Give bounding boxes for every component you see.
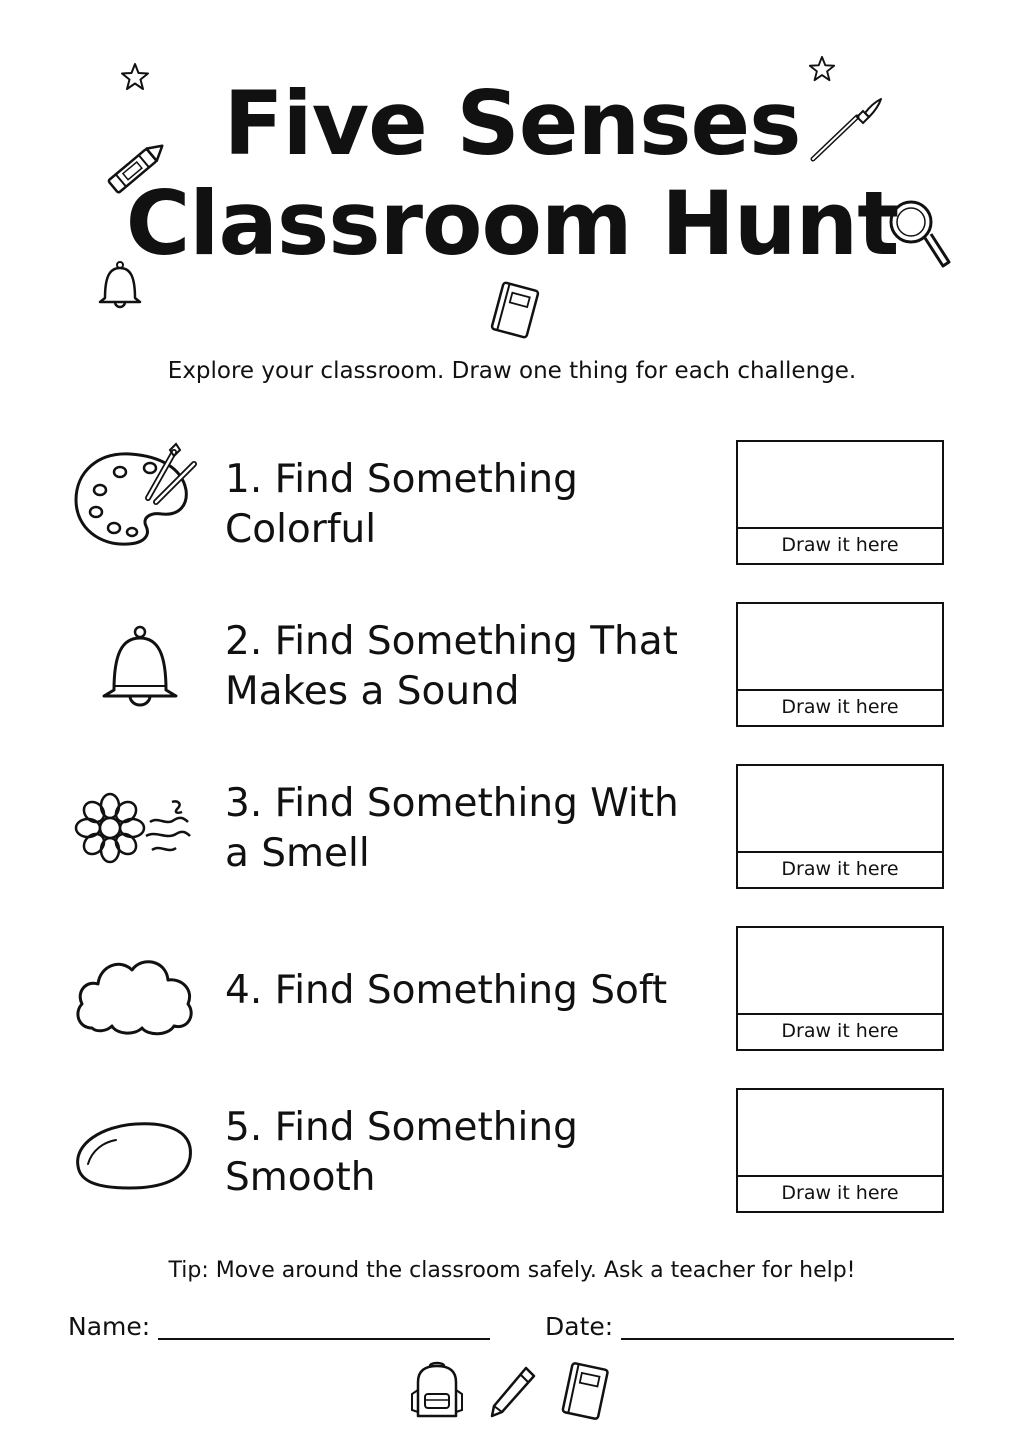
book-icon xyxy=(555,1360,615,1424)
stone-icon xyxy=(72,1118,197,1193)
date-field[interactable] xyxy=(621,1338,954,1340)
name-field[interactable] xyxy=(158,1338,490,1340)
bell-icon xyxy=(95,258,145,313)
magnifying-glass-icon xyxy=(885,196,955,276)
flower-icon xyxy=(72,788,197,868)
challenge-row-4 xyxy=(0,926,1024,1056)
drawing-box[interactable] xyxy=(736,602,944,727)
palette-icon xyxy=(70,442,200,552)
date-label: Date: xyxy=(545,1312,614,1341)
drawing-box[interactable] xyxy=(736,926,944,1051)
book-icon xyxy=(485,278,545,343)
name-label: Name: xyxy=(68,1312,151,1341)
drawing-box-label: Draw it here xyxy=(738,1013,942,1049)
instructions: Explore your classroom. Draw one thing for each challenge. xyxy=(167,358,857,384)
title-line-2: Classroom Hunt xyxy=(125,172,899,275)
star-icon xyxy=(808,55,836,83)
paintbrush-icon xyxy=(805,95,885,165)
drawing-box-label: Draw it here xyxy=(738,527,942,563)
challenge-label: 4. Find Something Soft xyxy=(225,968,668,1013)
challenge-row-5 xyxy=(0,1088,1024,1218)
challenge-row-3 xyxy=(0,764,1024,894)
backpack-icon xyxy=(408,1360,466,1422)
drawing-box[interactable] xyxy=(736,1088,944,1213)
drawing-box-label: Draw it here xyxy=(738,689,942,725)
drawing-box-label: Draw it here xyxy=(738,1175,942,1211)
drawing-box[interactable] xyxy=(736,440,944,565)
challenge-label: 2. Find Something That Makes a Sound xyxy=(225,619,678,714)
drawing-box-label: Draw it here xyxy=(738,851,942,887)
challenge-row-1 xyxy=(0,440,1024,570)
challenge-label: 1. Find Something Colorful xyxy=(225,457,578,552)
title-line-1: Five Senses xyxy=(223,72,801,175)
cloud-icon xyxy=(72,948,197,1038)
crayon-icon xyxy=(100,135,175,200)
challenge-label: 5. Find Something Smooth xyxy=(225,1105,578,1200)
challenge-label: 3. Find Something With a Smell xyxy=(225,781,679,876)
star-icon xyxy=(120,62,150,92)
challenge-row-2 xyxy=(0,602,1024,732)
bell-icon xyxy=(100,624,180,714)
drawing-box[interactable] xyxy=(736,764,944,889)
tip-text: Tip: Move around the classroom safely. Ask a teacher for help! xyxy=(168,1258,856,1283)
pencil-icon xyxy=(486,1364,538,1422)
